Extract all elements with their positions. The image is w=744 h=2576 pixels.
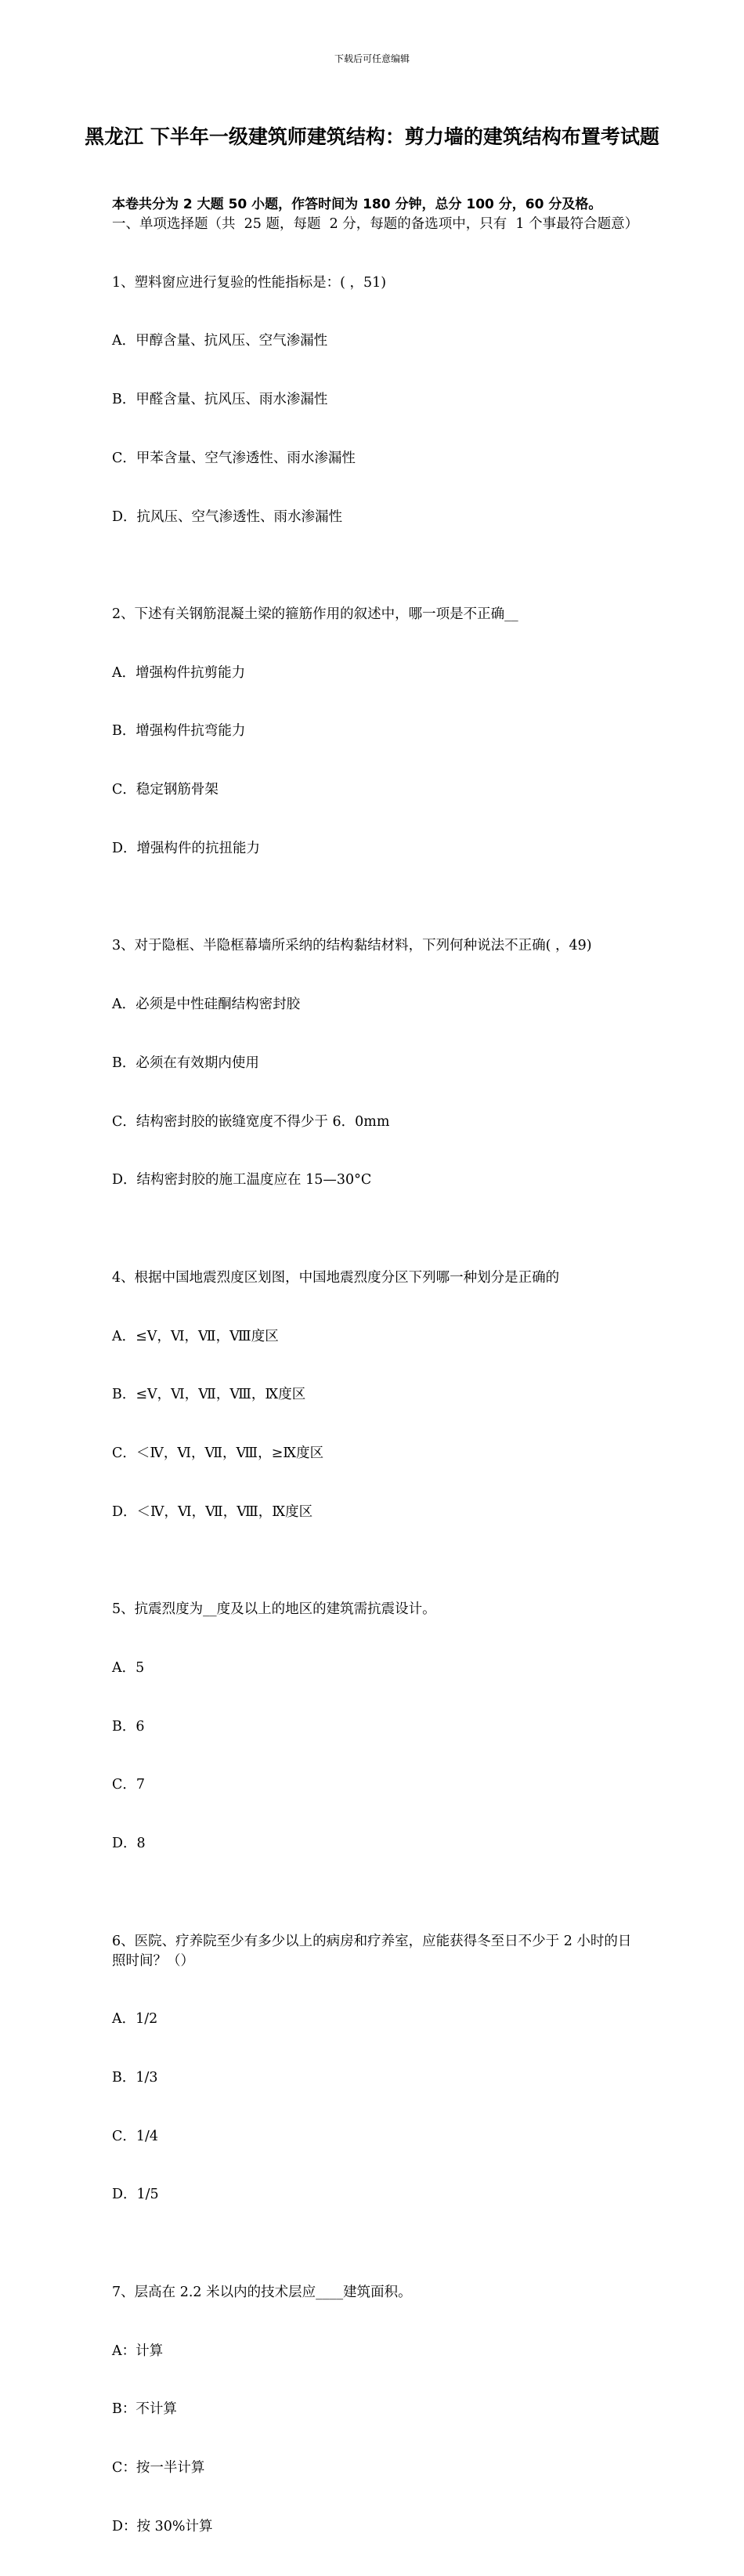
question-text: 4、根据中国地震烈度区划图，中国地震烈度分区下列哪一种划分是正确的 [112, 1269, 560, 1286]
question-block [112, 2244, 635, 2575]
question-text: 2、下述有关钢筋混凝土梁的箍筋作用的叙述中，哪一项是不正确__ [112, 606, 518, 623]
option-b: B．必须在有效期内使用 [112, 1055, 259, 1071]
option-d: D．抗风压、空气渗透性、雨水渗漏性 [112, 508, 343, 525]
question-block [112, 1893, 635, 2244]
option-a: A．1/2 [112, 2011, 158, 2028]
option-c: C．甲苯含量、空气渗透性、雨水渗漏性 [112, 450, 356, 466]
option-d: D．＜Ⅳ，Ⅵ，Ⅶ，Ⅷ，Ⅸ度区 [112, 1503, 313, 1520]
question-block [112, 566, 635, 897]
option-b: B．增强构件抗弯能力 [112, 723, 246, 740]
option-b: B：不计算 [112, 2401, 177, 2418]
page-header-note: 下载后可任意编辑 [334, 53, 410, 64]
option-d: D．增强构件的抗扭能力 [112, 840, 261, 856]
question-block [112, 898, 635, 1229]
option-c: C．1/4 [112, 2128, 159, 2144]
option-d: D．结构密封胶的施工温度应在 15—30°C [112, 1172, 372, 1189]
question-text: 1、塑料窗应进行复验的性能指标是：( ，51) [112, 274, 387, 291]
question-block [112, 234, 635, 566]
question-text: 6、医院、疗养院至少有多少以上的病房和疗养室，应能获得冬至日不少于 2 小时的日照时间？（） [112, 1933, 632, 1969]
option-c: C．7 [112, 1777, 146, 1793]
option-a: A：计算 [112, 2343, 164, 2359]
option-c: C．＜Ⅳ，Ⅵ，Ⅶ，Ⅷ，≥Ⅸ度区 [112, 1445, 324, 1461]
question-block [112, 1561, 635, 1892]
question-text: 7、层高在 2.2 米以内的技术层应____建筑面积。 [112, 2284, 412, 2300]
option-d: D：按 30%计算 [112, 2518, 213, 2534]
exam-summary: 本卷共分为 2 大题 50 小题，作答时间为 180 分钟，总分 100 分，60 分及格。 [112, 197, 602, 212]
option-b: B．1/3 [112, 2070, 158, 2086]
option-a: A．甲醇含量、抗风压、空气渗漏性 [112, 333, 328, 349]
option-c: C．结构密封胶的嵌缝宽度不得少于 6．0mm [112, 1113, 390, 1130]
option-d: D．8 [112, 1836, 146, 1852]
question-block [112, 1229, 635, 1561]
document-title: 黑龙江 下半年一级建筑师建筑结构：剪力墙的建筑结构布置考试题 [85, 125, 659, 148]
question-text: 5、抗震烈度为__度及以上的地区的建筑需抗震设计。 [112, 1601, 436, 1618]
option-c: C：按一半计算 [112, 2460, 205, 2477]
option-b: B．6 [112, 1718, 145, 1735]
option-b: B．甲醛含量、抗风压、雨水渗漏性 [112, 392, 328, 408]
option-d: D．1/5 [112, 2187, 159, 2203]
option-a: A．≤Ⅴ，Ⅵ，Ⅶ，Ⅷ度区 [112, 1328, 279, 1344]
option-a: A．5 [112, 1659, 145, 1676]
option-b: B．≤Ⅴ，Ⅵ，Ⅶ，Ⅷ，Ⅸ度区 [112, 1387, 306, 1403]
section-heading: 一、单项选择题（共 25 题，每题 2 分，每题的备选项中，只有 1 个事最符合题意） [112, 215, 639, 232]
option-a: A．增强构件抗剪能力 [112, 664, 246, 681]
option-c: C．稳定钢筋骨架 [112, 782, 219, 798]
question-text: 3、对于隐框、半隐框幕墙所采纳的结构黏结材料，下列何种说法不正确( ，49) [112, 938, 592, 954]
document-body [112, 195, 639, 2576]
option-a: A．必须是中性硅酮结构密封胶 [112, 997, 301, 1013]
